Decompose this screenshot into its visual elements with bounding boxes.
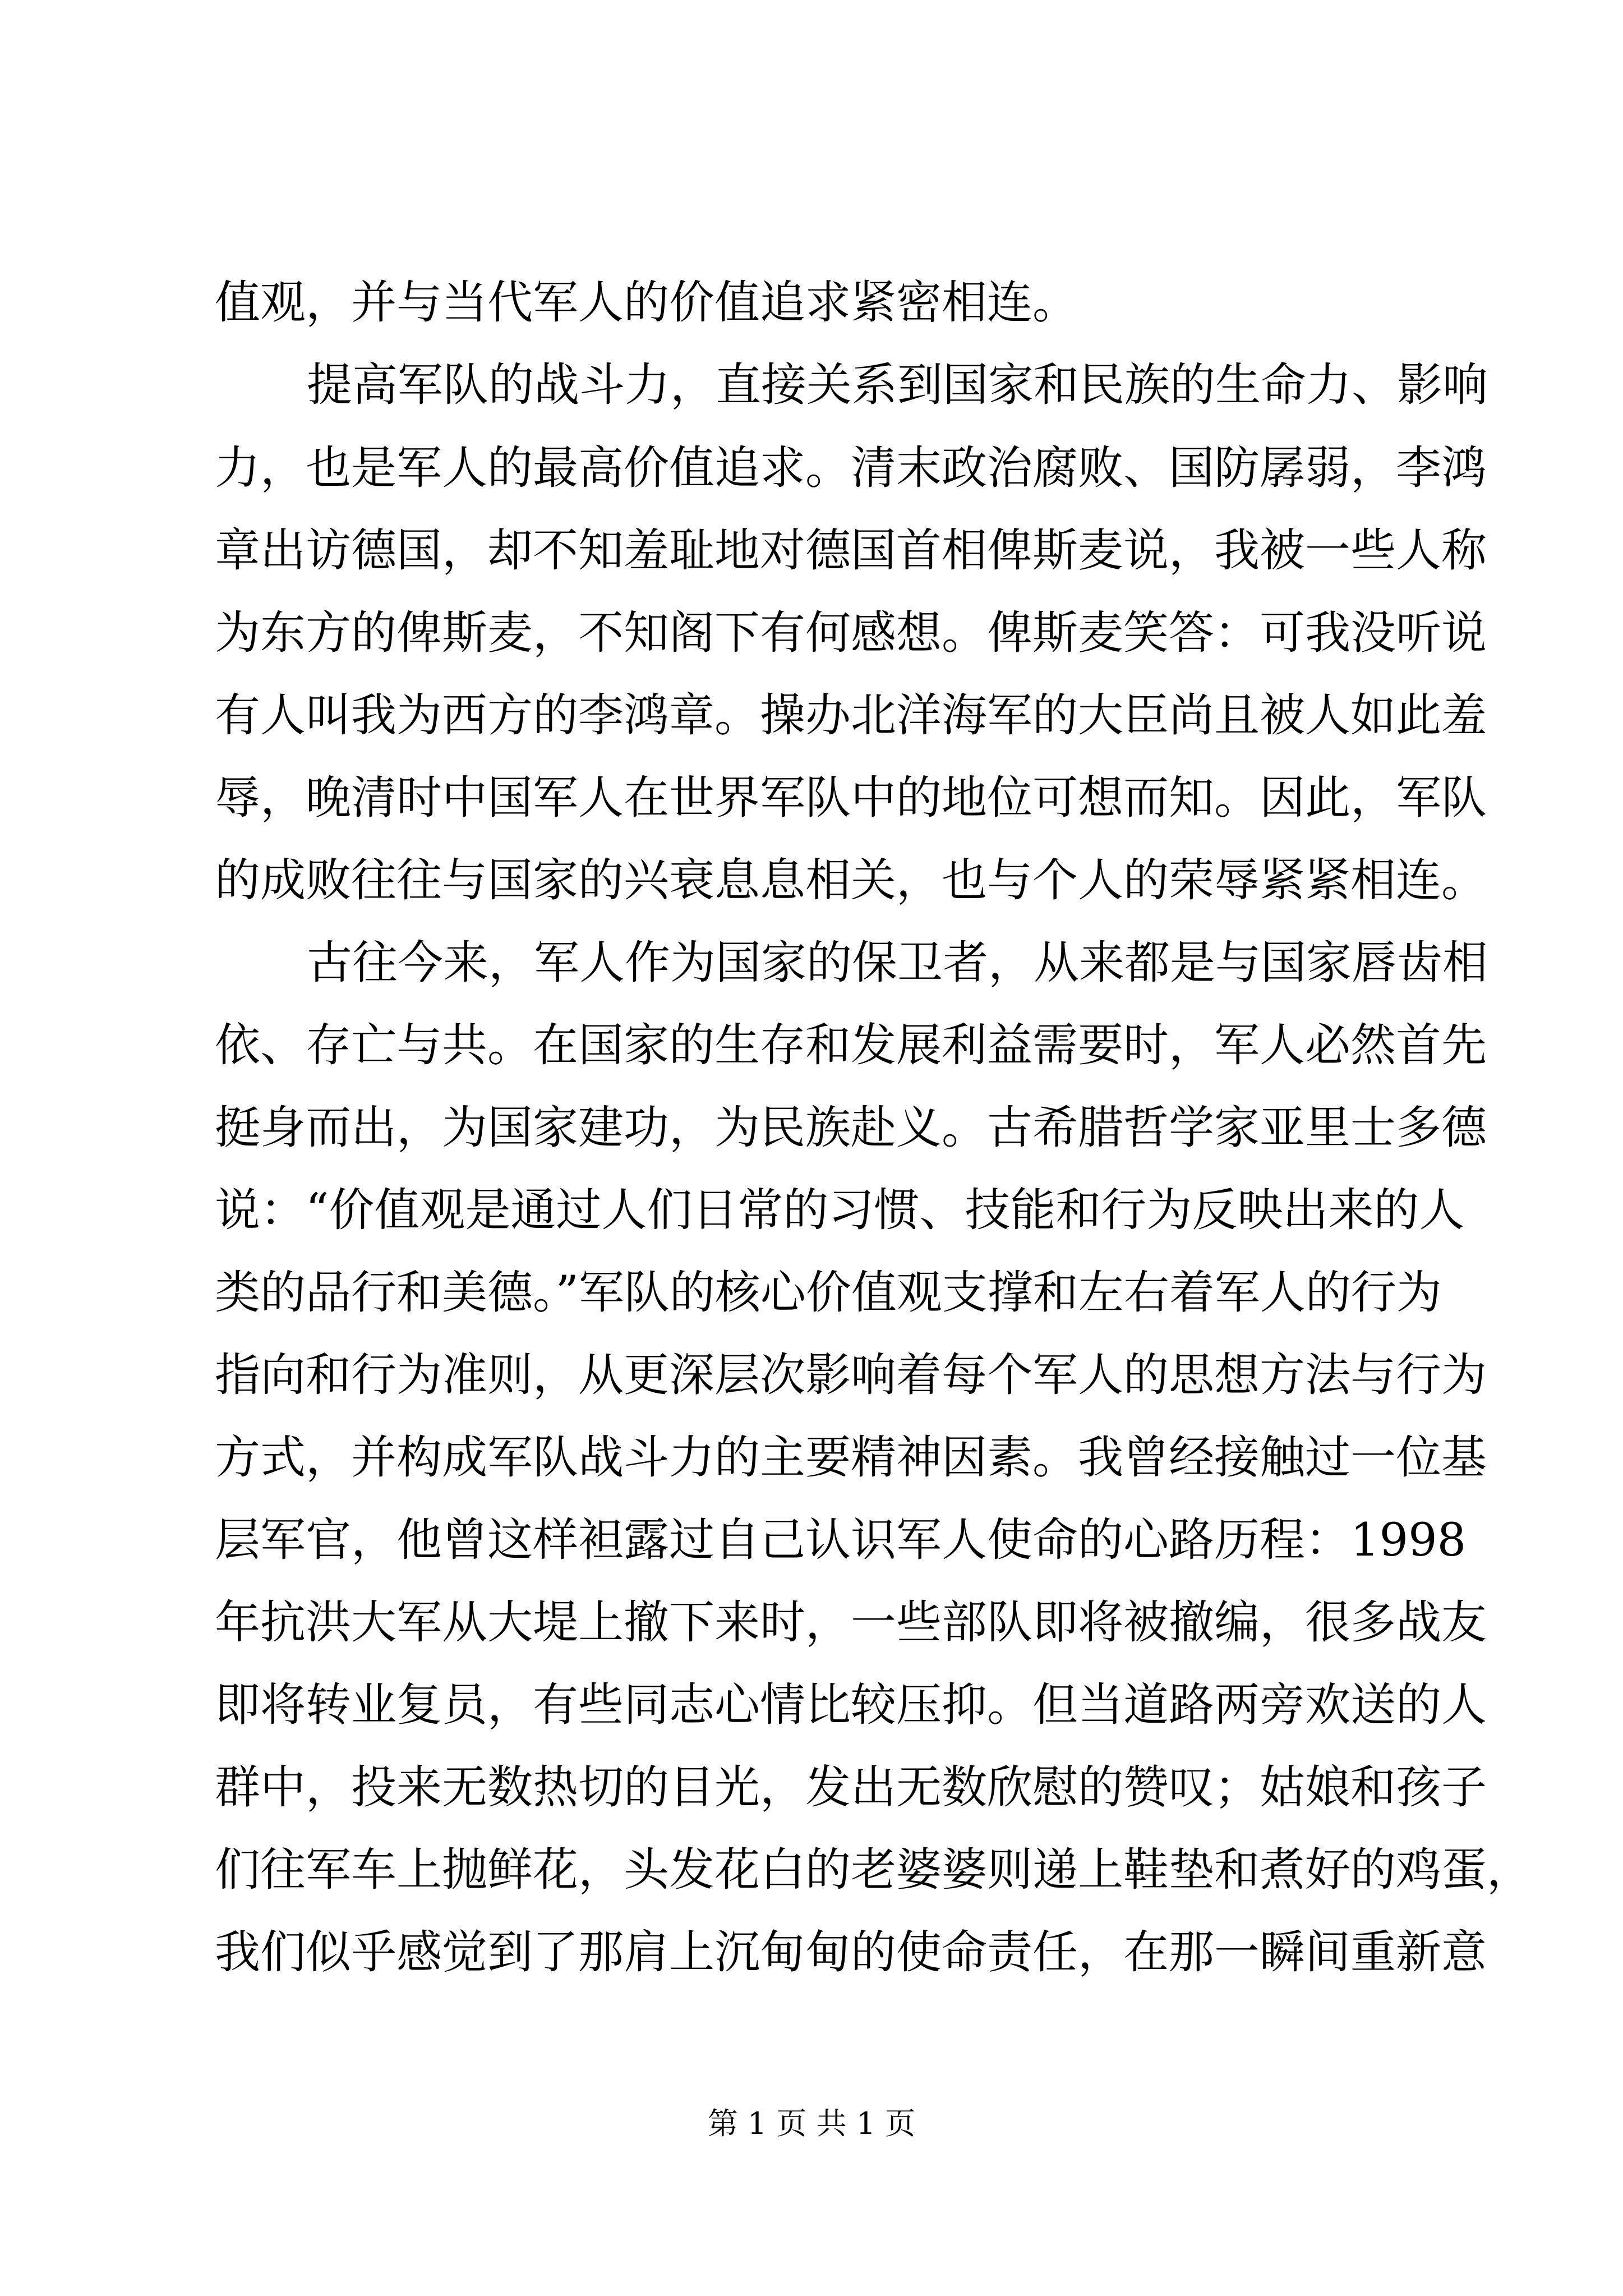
text-line-2: 提高军队的战斗力，直接关系到国家和民族的生命力、影响 bbox=[307, 359, 1488, 412]
page-footer: 第 1 页 共 1 页 bbox=[707, 2106, 916, 2141]
text-line-5: 为东方的俾斯麦，不知阁下有何感想。俾斯麦笑答：可我没听说 bbox=[215, 607, 1487, 660]
text-line-19: 群中，投来无数热切的目光，发出无数欣慰的赞叹；姑娘和孩子 bbox=[215, 1761, 1487, 1814]
text-line-11: 挺身而出，为国家建功，为民族赴义。古希腊哲学家亚里士多德 bbox=[215, 1102, 1487, 1154]
text-line-9: 古往今来，军人作为国家的保卫者，从来都是与国家唇齿相 bbox=[307, 937, 1488, 990]
text-line-12: 说：“价值观是通过人们日常的习惯、技能和行为反映出来的人 bbox=[215, 1184, 1465, 1237]
text-line-13: 类的品行和美德。”军队的核心价值观支撑和左右着军人的行为 bbox=[215, 1267, 1442, 1319]
text-line-10: 依、存亡与共。在国家的生存和发展利益需要时，军人必然首先 bbox=[215, 1019, 1487, 1072]
text-line-15: 方式，并构成军队战斗力的主要精神因素。我曾经接触过一位基 bbox=[215, 1432, 1487, 1484]
text-line-3: 力，也是军人的最高价值追求。清末政治腐败、国防孱弱，李鸿 bbox=[215, 442, 1487, 495]
text-line-17: 年抗洪大军从大堤上撤下来时，一些部队即将被撤编，很多战友 bbox=[215, 1596, 1487, 1649]
text-line-16: 层军官，他曾这样袒露过自己认识军人使命的心路历程：1998 bbox=[215, 1514, 1467, 1567]
text-line-1: 值观，并与当代军人的价值追求紧密相连。 bbox=[215, 277, 1078, 329]
text-line-14: 指向和行为准则，从更深层次影响着每个军人的思想方法与行为 bbox=[215, 1349, 1487, 1402]
text-line-7: 辱，晚清时中国军人在世界军队中的地位可想而知。因此，军队 bbox=[215, 772, 1487, 825]
text-line-18: 即将转业复员，有些同志心情比较压抑。但当道路两旁欢送的人 bbox=[215, 1679, 1487, 1732]
text-line-8: 的成败往往与国家的兴衰息息相关，也与个人的荣辱紧紧相连。 bbox=[215, 854, 1487, 907]
text-line-21: 我们似乎感觉到了那肩上沉甸甸的使命责任，在那一瞬间重新意 bbox=[215, 1926, 1487, 1979]
text-line-4: 章出访德国，却不知羞耻地对德国首相俾斯麦说，我被一些人称 bbox=[215, 524, 1487, 577]
text-line-6: 有人叫我为西方的李鸿章。操办北洋海军的大臣尚且被人如此羞 bbox=[215, 689, 1487, 742]
text-line-20: 们往军车上抛鲜花，头发花白的老婆婆则递上鞋垫和煮好的鸡蛋， bbox=[215, 1844, 1533, 1897]
